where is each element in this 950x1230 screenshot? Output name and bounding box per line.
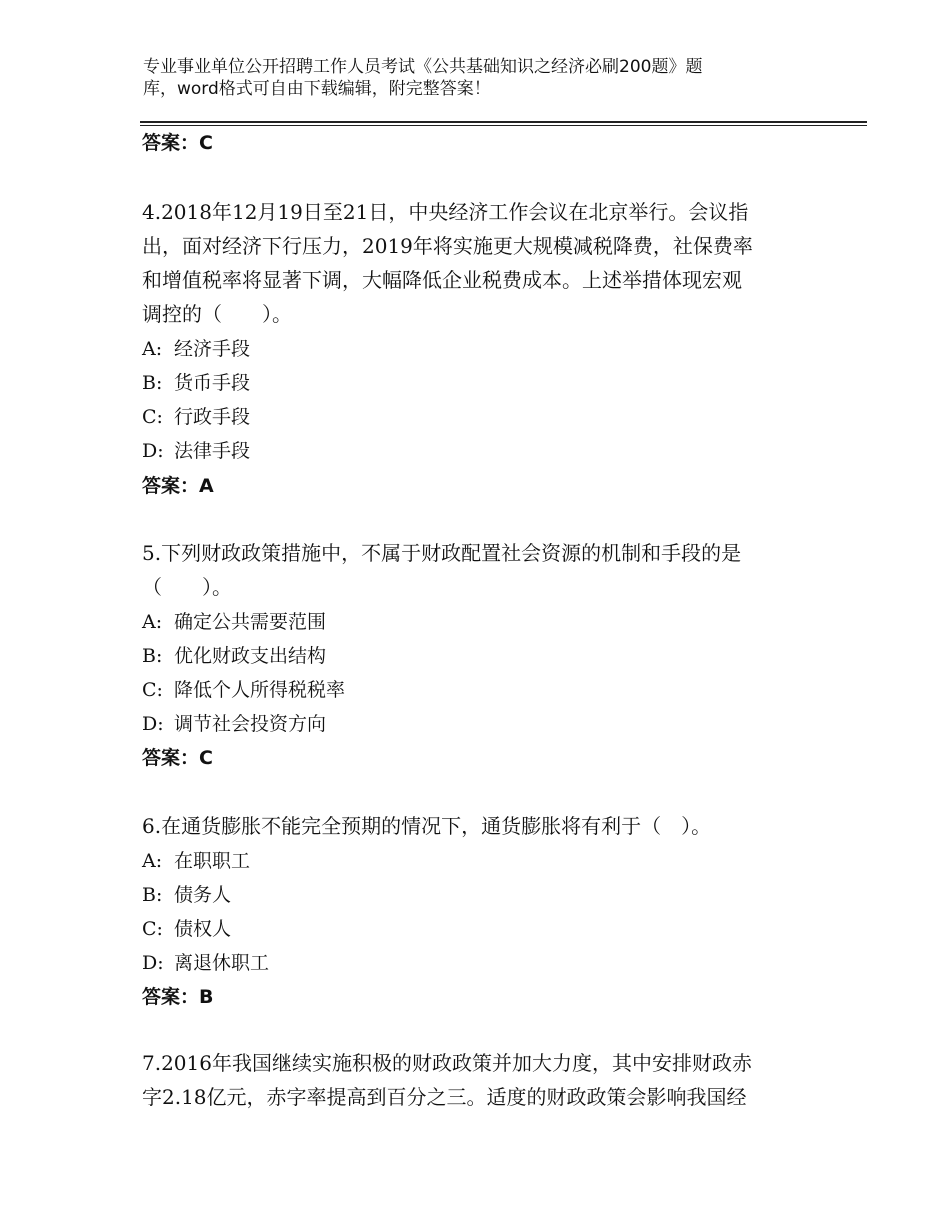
question-6-line-1: 6.在通货膨胀不能完全预期的情况下，通货膨胀将有利于（ ）。 [142,814,712,838]
question-7 [142,1046,807,1114]
option-letter: D: [142,713,164,735]
answer-previous: 答案：C [142,132,213,154]
header-line-2: 库，word格式可自由下载编辑，附完整答案！ [143,79,491,99]
option-letter: D: [142,440,164,462]
option-text: 经济手段 [174,338,251,360]
question-4-line-3: 和增值税率将显著下调，大幅降低企业税费成本。上述举措体现宏观 [142,268,742,292]
option-text: 降低个人所得税税率 [174,679,346,701]
option-letter: A: [142,611,163,633]
question-6-answer: 答案：B [142,986,214,1008]
question-5-line-2: （ ）。 [142,575,232,599]
option-letter: B: [142,645,163,667]
option-letter: C: [142,406,163,428]
question-4-option-d [142,439,250,463]
option-letter: B: [142,884,163,906]
header-line-1: 专业事业单位公开招聘工作人员考试《公共基础知识之经济必刷200题》题 [143,57,703,77]
question-4 [142,195,807,331]
question-4-answer: 答案：A [142,475,214,497]
question-4-option-a [142,337,250,361]
question-5-option-d [142,712,326,736]
option-text: 优化财政支出结构 [174,645,327,667]
question-4-line-4: 调控的（ ）。 [142,302,292,326]
option-text: 法律手段 [174,440,251,462]
question-5-option-c [142,678,345,702]
header-divider [140,121,867,123]
option-text: 债权人 [174,918,232,940]
header-divider-thin [140,125,867,126]
option-text: 调节社会投资方向 [174,713,327,735]
question-5-option-a [142,610,326,634]
question-4-option-b [142,371,250,395]
question-6-option-a [142,849,250,873]
option-text: 离退休职工 [174,952,270,974]
question-6-option-c [142,917,231,941]
option-text: 确定公共需要范围 [174,611,327,633]
question-5-line-1: 5.下列财政政策措施中，不属于财政配置社会资源的机制和手段的是 [142,541,742,565]
option-text: 在职职工 [174,850,251,872]
option-letter: D: [142,952,164,974]
question-7-line-2: 字2.18亿元，赤字率提高到百分之三。适度的财政政策会影响我国经 [142,1085,747,1109]
question-4-line-2: 出，面对经济下行压力，2019年将实施更大规模减税降费，社保费率 [142,234,753,258]
question-4-line-1: 4.2018年12月19日至21日，中央经济工作会议在北京举行。会议指 [142,200,749,224]
question-7-line-1: 7.2016年我国继续实施积极的财政政策并加大力度，其中安排财政赤 [142,1051,752,1075]
option-letter: A: [142,338,163,360]
document-header [143,56,803,100]
question-6-option-d [142,951,269,975]
question-6 [142,809,807,843]
option-text: 债务人 [174,884,232,906]
question-5-answer: 答案：C [142,747,213,769]
option-text: 货币手段 [174,372,251,394]
question-5 [142,536,807,604]
question-5-option-b [142,644,326,668]
option-letter: C: [142,679,163,701]
option-letter: B: [142,372,163,394]
option-text: 行政手段 [174,406,251,428]
option-letter: A: [142,850,163,872]
option-letter: C: [142,918,163,940]
question-4-option-c [142,405,250,429]
question-6-option-b [142,883,231,907]
